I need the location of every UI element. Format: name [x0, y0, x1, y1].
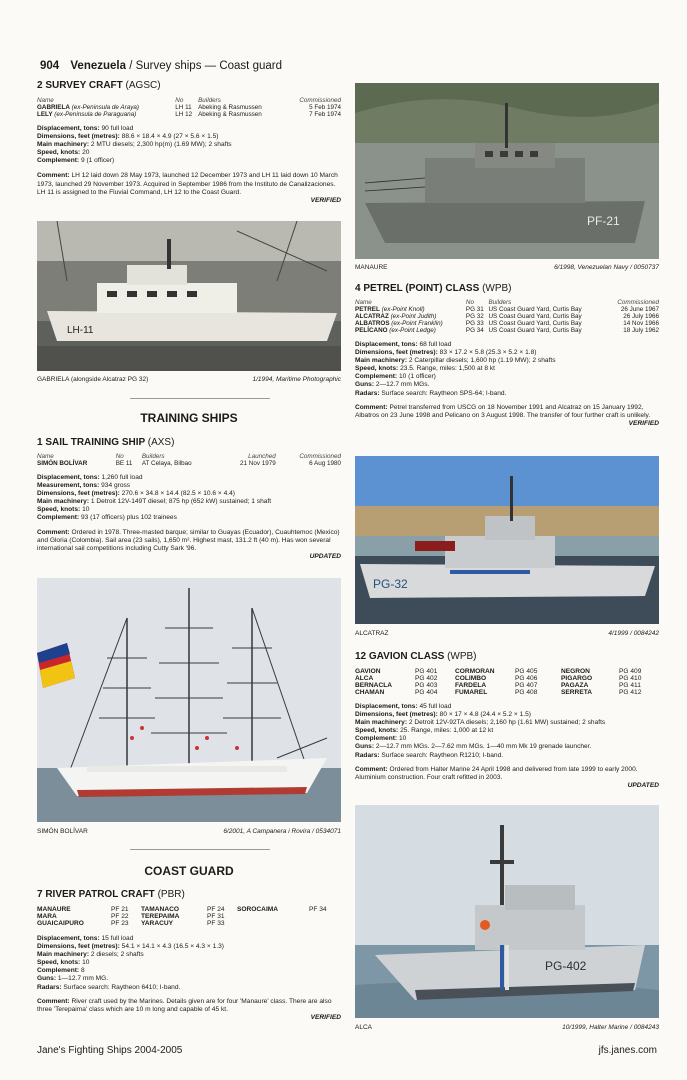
comment-text: Ordered in 1978. Three-masted barque; similar to Guayas (Ecuador), Cuauhtemoc (Mexico) and Gloria (Colombia). Sail area (23 sails), 1,650 m². Highest mast, 131.2 ft (40 m). Has won several international sail competitions including Cutty Sark '96.	[37, 528, 340, 552]
spec-label: Radars:	[37, 983, 62, 991]
builder: AT Celaya, Bilbao	[141, 460, 192, 467]
gabriela-caption	[37, 376, 341, 383]
divider	[130, 849, 270, 850]
spec-value: 88.6 × 18.4 × 4.9 (27 × 5.6 × 1.5)	[121, 133, 219, 141]
pennant-no	[309, 913, 339, 920]
spec-value: 270.6 × 34.8 × 14.4 (82.5 × 10.6 × 4.4)	[121, 490, 235, 498]
pennant-no: PG 409	[619, 668, 642, 675]
pennant-no: PG 32	[465, 313, 484, 320]
spec-value: Surface search: Raytheon R1210; I-band.	[381, 751, 504, 759]
river-patrol-title: 7 RIVER PATROL CRAFT	[37, 889, 155, 900]
training-section	[37, 437, 341, 560]
updated-stamp: UPDATED	[309, 552, 341, 560]
caption-credit: 1/1994, Maritime Photographic	[252, 376, 341, 383]
coast-guard-heading: COAST GUARD	[144, 864, 234, 878]
spec-value: 2 Detroit 12V-92TA diesels; 2,160 hp (1.61 MW) sustained; 2 shafts	[408, 719, 606, 727]
spec-label: Dimensions, feet (metres):	[355, 349, 438, 357]
alca-photo	[355, 805, 659, 1018]
survey-craft-heading	[37, 80, 341, 91]
spec-label: Dimensions, feet (metres):	[37, 943, 120, 951]
alcatraz-caption	[355, 630, 659, 637]
spec-label: Complement:	[37, 157, 80, 165]
spec-value: 2 diesels; 2 shafts	[90, 951, 144, 959]
training-specs	[37, 474, 341, 523]
training-class: (AXS)	[147, 437, 175, 448]
spec-value: 68 full load	[419, 341, 452, 348]
river-patrol-ship-list	[37, 906, 341, 927]
commissioned: 14 Nov 1966	[623, 320, 659, 327]
caption-credit: 4/1999 / 0084242	[608, 630, 659, 637]
pennant-no: PG 31	[465, 306, 484, 313]
builder: Abeking & Rasmussen	[198, 111, 262, 118]
spec-label: Measurement, tons:	[37, 482, 100, 490]
ship-name: CHAMAN	[355, 689, 385, 696]
pennant-no: PG 402	[415, 675, 438, 682]
builder: US Coast Guard Yard, Curtis Bay	[488, 313, 582, 320]
survey-comment	[37, 172, 341, 196]
spec-label: Main machinery:	[355, 357, 408, 365]
col-name: Name	[37, 453, 54, 460]
table-row	[355, 327, 659, 334]
ship-name: PIGARGO	[561, 675, 593, 682]
col-no: No	[115, 453, 124, 460]
commissioned: 26 June 1967	[620, 306, 659, 313]
petrel-heading	[355, 283, 659, 294]
alcatraz-photo	[355, 456, 659, 624]
gavion-heading	[355, 651, 659, 662]
divider	[130, 398, 270, 399]
gavion-specs	[355, 703, 659, 760]
spec-label: Complement:	[355, 373, 398, 381]
ship-name: TEREPAIMA	[141, 913, 180, 920]
ship-name: ALCATRAZ	[355, 313, 389, 320]
spec-label: Guns:	[355, 743, 375, 751]
pennant-no: PF 24	[207, 906, 225, 913]
footer-publication: Jane's Fighting Ships 2004-2005	[37, 1045, 183, 1056]
ship-name: GABRIELA	[37, 104, 70, 111]
table-row	[37, 104, 341, 111]
pennant-no: PF 34	[309, 906, 327, 913]
petrel-specs	[355, 341, 659, 398]
spec-value: Surface search: Raytheon SPS-64; I-band.	[381, 389, 507, 397]
page-number: 904	[40, 60, 60, 72]
ship-name: PAGAZA	[561, 682, 589, 689]
col-builders: Builders	[198, 97, 221, 104]
spec-label: Radars:	[355, 389, 380, 397]
ship-name: PETREL	[355, 306, 380, 313]
spec-label: Complement:	[355, 735, 398, 743]
alca-caption	[355, 1024, 659, 1031]
spec-label: Complement:	[37, 514, 80, 522]
ship-name: MARA	[37, 913, 57, 920]
ship-name: BERNACLA	[355, 682, 392, 689]
table-row	[355, 320, 659, 327]
builder: US Coast Guard Yard, Curtis Bay	[488, 327, 582, 334]
spec-label: Radars:	[355, 751, 380, 759]
spec-label: Displacement, tons:	[37, 474, 100, 481]
spec-value: 2—12.7 mm MGs. 2—7.62 mm MGs. 1—40 mm Mk 19 grenade launcher.	[375, 743, 592, 751]
ship-name: FARDELA	[455, 682, 487, 689]
spec-label: Speed, knots:	[355, 365, 399, 373]
caption-name: SIMÓN BOLÍVAR	[37, 828, 88, 835]
spec-value: 23.5. Range, miles: 1,500 at 8 kt	[400, 365, 496, 373]
caption-name: GABRIELA (alongside Alcatraz PG 32)	[37, 376, 149, 383]
ship-name: SERRETA	[561, 689, 593, 696]
gavion-ship-list	[355, 668, 659, 696]
col-launched: Launched	[248, 453, 276, 460]
spec-value: 1—12.7 mm MG.	[57, 975, 109, 983]
table-row	[355, 313, 659, 320]
spec-value: 83 × 17.2 × 5.8 (25.3 × 5.2 × 1.8)	[439, 349, 537, 357]
hull-number: LH-11	[67, 325, 94, 336]
manaure-photo	[355, 83, 659, 259]
coast-guard-section	[37, 889, 341, 1021]
builder: US Coast Guard Yard, Curtis Bay	[488, 320, 582, 327]
spec-value: 2 MTU diesels; 2,300 hp(m) (1.69 MW); 2 shafts	[90, 141, 232, 149]
spec-value: 25. Range, miles: 1,000 at 12 kt	[400, 727, 494, 735]
pennant-no: PG 406	[515, 675, 538, 682]
spec-value: 80 × 17 × 4.8 (24.4 × 5.2 × 1.5)	[439, 711, 531, 719]
spec-value: 8	[80, 967, 85, 975]
caption-name: ALCATRAZ	[355, 630, 389, 637]
spec-value: 10	[82, 506, 90, 514]
section-title: / Survey ships — Coast guard	[129, 60, 282, 72]
commissioned: 18 July 1962	[623, 327, 659, 334]
spec-value: 45 full load	[419, 703, 452, 710]
pennant-no: BE 11	[115, 460, 133, 467]
comment-label: Comment:	[355, 765, 388, 773]
hull-number: PG-402	[545, 959, 587, 973]
ship-name: LELY	[37, 111, 53, 118]
comment-text: Ordered from Halter Marine 24 April 1998 and delivered from late 1999 to early 2000. Aluminium construction. Four craft refitted in 2003.	[355, 765, 638, 781]
petrel-title: 4 PETREL (POINT) CLASS	[355, 283, 480, 294]
river-patrol-heading	[37, 889, 341, 900]
petrel-class: (WPB)	[482, 283, 512, 294]
footer-website[interactable]: jfs.janes.com	[598, 1045, 657, 1056]
training-table	[37, 453, 341, 467]
verified-stamp: VERIFIED	[310, 1013, 341, 1021]
ship-former-name: (ex-Peninsula de Paraguana)	[54, 111, 137, 118]
spec-value: 10	[398, 735, 407, 743]
col-no: No	[175, 97, 184, 104]
spec-label: Main machinery:	[37, 951, 90, 959]
builder: Abeking & Rasmussen	[198, 104, 262, 111]
verified-stamp: VERIFIED	[628, 419, 659, 427]
ship-name: ALBATROS	[355, 320, 390, 327]
caption-name: MANAURE	[355, 264, 388, 271]
pennant-no: PG 412	[619, 689, 642, 696]
spec-label: Displacement, tons:	[37, 935, 100, 942]
spec-value: 90 full load	[101, 125, 134, 132]
col-commissioned: Commissioned	[299, 97, 341, 104]
manaure-caption	[355, 264, 659, 271]
gavion-title: 12 GAVION CLASS	[355, 651, 445, 662]
pennant-no: PG 33	[465, 320, 484, 327]
spec-label: Speed, knots:	[37, 149, 81, 157]
comment-label: Comment:	[37, 997, 70, 1005]
col-name: Name	[355, 299, 372, 306]
spec-label: Dimensions, feet (metres):	[37, 490, 120, 498]
caption-credit: 6/1998, Venezuelan Navy / 0050737	[554, 264, 659, 271]
caption-credit: 6/2001, A Campanera i Rovira / 0534071	[223, 828, 341, 835]
ship-name	[237, 913, 309, 920]
pennant-no: PG 34	[465, 327, 484, 334]
updated-stamp: UPDATED	[627, 781, 659, 789]
ship-name: COLIMBO	[455, 675, 487, 682]
hull-number: PF-21	[587, 214, 620, 228]
col-commissioned: Commissioned	[617, 299, 659, 306]
ship-name: MANAURE	[37, 906, 71, 913]
ship-former-name: (ex-Peninsula de Araya)	[71, 104, 139, 111]
commissioned: 6 Aug 1980	[309, 460, 341, 467]
commissioned: 26 July 1966	[623, 313, 659, 320]
spec-label: Complement:	[37, 967, 80, 975]
ship-name: GUAICAIPURO	[37, 920, 84, 927]
hull-number: PG-32	[373, 577, 408, 591]
petrel-table	[355, 299, 659, 334]
spec-label: Guns:	[37, 975, 57, 983]
survey-class: (AGSC)	[125, 80, 161, 91]
pennant-no: PF 21	[111, 906, 129, 913]
spec-label: Displacement, tons:	[355, 341, 418, 348]
training-title-heading	[37, 437, 341, 448]
simon-bolivar-photo	[37, 578, 341, 822]
commissioned: 7 Feb 1974	[309, 111, 341, 118]
spec-label: Main machinery:	[37, 498, 90, 506]
table-row	[37, 460, 341, 467]
training-title: 1 SAIL TRAINING SHIP	[37, 437, 145, 448]
pennant-no: LH 11	[175, 104, 192, 111]
training-ships-heading: TRAINING SHIPS	[140, 411, 238, 425]
pennant-no: PG 408	[515, 689, 538, 696]
spec-label: Dimensions, feet (metres):	[355, 711, 438, 719]
ship-name: CORMORAN	[455, 668, 495, 675]
ship-former-name: (ex-Point Knoll)	[381, 306, 425, 313]
river-patrol-specs	[37, 935, 341, 992]
ship-name: TAMANACO	[141, 906, 179, 913]
pennant-no: PG 403	[415, 682, 438, 689]
spec-label: Main machinery:	[355, 719, 408, 727]
pennant-no: PG 404	[415, 689, 438, 696]
table-row	[37, 111, 341, 118]
col-builders: Builders	[488, 299, 512, 306]
training-comment	[37, 529, 341, 553]
col-no: No	[465, 299, 474, 306]
ship-name: FUMAREL	[455, 689, 488, 696]
pennant-no: PF 33	[207, 920, 225, 927]
ship-name: PELÍCANO	[355, 327, 388, 334]
builder: US Coast Guard Yard, Curtis Bay	[488, 306, 582, 313]
comment-label: Comment:	[355, 403, 388, 411]
gavion-comment	[355, 766, 659, 782]
simon-bolivar-caption	[37, 828, 341, 835]
country-title: Venezuela	[70, 60, 127, 72]
gavion-section	[355, 651, 659, 789]
ship-name: SOROCAIMA	[237, 906, 279, 913]
verified-stamp: VERIFIED	[310, 196, 341, 204]
spec-value: 1 Detroit 12V-149T diesel; 875 hp (652 kW) sustained; 1 shaft	[90, 498, 272, 506]
pennant-no	[309, 920, 339, 927]
table-row	[355, 306, 659, 313]
ship-former-name: (ex-Point Ledge)	[389, 327, 436, 334]
ship-former-name: (ex-Point Franklin)	[391, 320, 443, 327]
ship-name: YARACUY	[141, 920, 173, 927]
comment-text: River craft used by the Marines. Details given are for four 'Manaure' class. There are also three 'Terepaima' class which are 10 m long and capable of 45 kt.	[37, 997, 332, 1013]
survey-title: 2 SURVEY CRAFT	[37, 80, 123, 91]
pennant-no: PF 22	[111, 913, 129, 920]
spec-label: Guns:	[355, 381, 375, 389]
ship-name: ALCA	[355, 675, 374, 682]
river-patrol-comment	[37, 998, 341, 1014]
pennant-no: PG 405	[515, 668, 538, 675]
comment-label: Comment:	[37, 528, 70, 536]
spec-label: Speed, knots:	[37, 959, 81, 967]
spec-label: Speed, knots:	[355, 727, 399, 735]
spec-label: Displacement, tons:	[355, 703, 418, 710]
col-name: Name	[37, 97, 54, 104]
spec-value: 54.1 × 14.1 × 4.3 (16.5 × 4.3 × 1.3)	[121, 943, 224, 951]
gabriela-photo	[37, 221, 341, 371]
spec-value: 2 Caterpillar diesels; 1,600 hp (1.19 MW); 2 shafts	[408, 357, 556, 365]
running-header	[40, 60, 282, 72]
spec-label: Displacement, tons:	[37, 125, 100, 132]
comment-text: Petrel transferred from USCG on 18 November 1991 and Alcatraz on 15 January 1992, Albatros on 23 June 1998 and Pelicano on 3 August 1998. The transfer of four further craft is unlikely.	[355, 403, 651, 419]
left-column	[37, 80, 341, 204]
petrel-section	[355, 283, 659, 427]
spec-value: 934 gross	[101, 482, 131, 490]
pennant-no: PG 401	[415, 668, 438, 675]
spec-value: 2—12.7 mm MGs.	[375, 381, 430, 389]
ship-name: SIMÓN BOLÍVAR	[37, 460, 88, 467]
pennant-no: LH 12	[175, 111, 193, 118]
launched: 21 Nov 1979	[240, 460, 276, 467]
ship-former-name: (ex-Point Judith)	[390, 313, 437, 320]
pennant-no: PG 407	[515, 682, 538, 689]
spec-value: 15 full load	[101, 935, 134, 942]
pennant-no: PG 411	[619, 682, 641, 689]
spec-value: Surface search: Raytheon 6410; I-band.	[63, 983, 181, 991]
ship-name: NEGRON	[561, 668, 590, 675]
comment-text: LH 12 laid down 28 May 1973, launched 12 December 1973 and LH 11 laid down 10 March 1973, launched 29 November 1973. Acquired in September 1986 from the Instituto de Canalizaciones. LH 11 is assigned to the Fluvial Command, LH 12 to the Coast Guard.	[37, 172, 338, 196]
river-patrol-class: (PBR)	[157, 889, 185, 900]
spec-value: 1,260 full load	[101, 474, 143, 481]
pennant-no: PF 31	[207, 913, 225, 920]
commissioned: 5 Feb 1974	[309, 104, 341, 111]
survey-table	[37, 97, 341, 118]
col-commissioned: Commissioned	[299, 453, 341, 460]
spec-value: 9 (1 officer)	[80, 157, 115, 165]
gavion-class: (WPB)	[447, 651, 477, 662]
spec-label: Speed, knots:	[37, 506, 81, 514]
comment-label: Comment:	[37, 172, 70, 180]
spec-label: Dimensions, feet (metres):	[37, 133, 120, 141]
petrel-comment	[355, 404, 659, 420]
spec-label: Main machinery:	[37, 141, 90, 149]
col-builders: Builders	[141, 453, 165, 460]
caption-credit: 10/1999, Halter Marine / 0084243	[562, 1024, 659, 1031]
survey-specs	[37, 125, 341, 165]
spec-value: 93 (17 officers) plus 102 trainees	[80, 514, 177, 522]
ship-name	[237, 920, 309, 927]
spec-value: 10	[82, 959, 90, 967]
ship-name: GAVION	[355, 668, 381, 675]
caption-name: ALCA	[355, 1024, 372, 1031]
spec-value: 10 (1 officer)	[398, 373, 436, 381]
spec-value: 20	[82, 149, 90, 157]
pennant-no: PG 410	[619, 675, 642, 682]
pennant-no: PF 23	[111, 920, 129, 927]
